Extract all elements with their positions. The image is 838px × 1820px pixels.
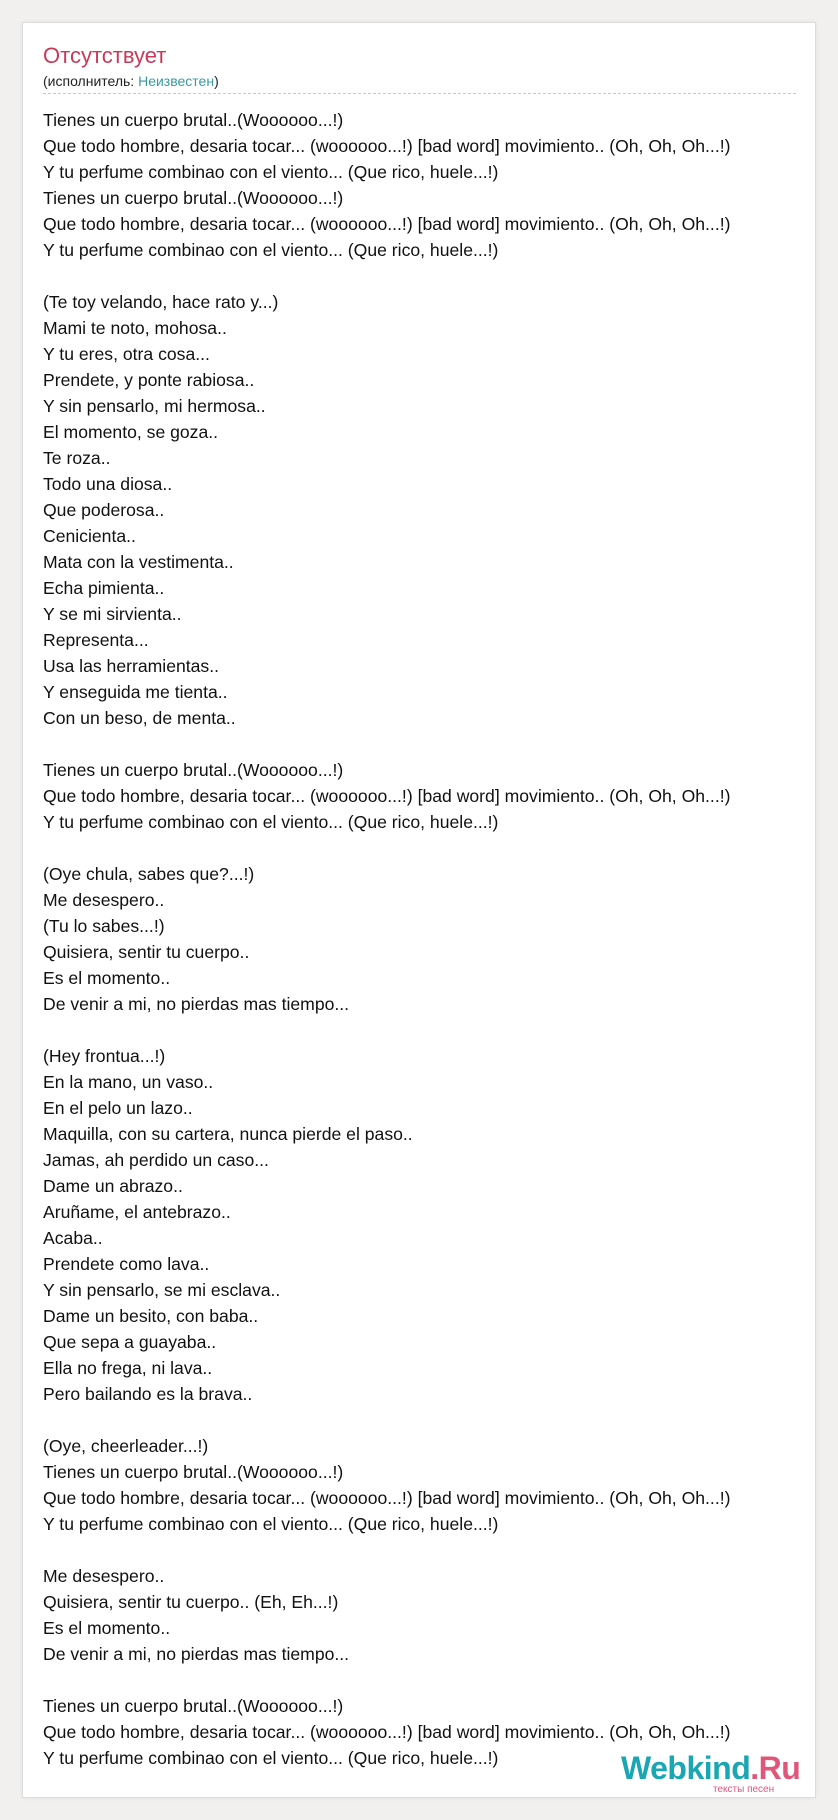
lyrics-line: Tienes un cuerpo brutal..(Woooooo...!) — [43, 110, 344, 130]
lyrics-line: Cenicienta.. — [43, 526, 136, 546]
lyrics-line: Con un beso, de menta.. — [43, 708, 236, 728]
lyrics-line: (Oye, cheerleader...!) — [43, 1436, 209, 1456]
lyrics-line: (Hey frontua...!) — [43, 1046, 166, 1066]
lyrics-line: Echa pimienta.. — [43, 578, 165, 598]
lyrics-line: Y tu perfume combinao con el viento... (Que rico, huele...!) — [43, 240, 499, 260]
lyrics-line: Y tu eres, otra cosa... — [43, 344, 210, 364]
logo-tld: .Ru — [750, 1750, 801, 1786]
artist-link[interactable]: Неизвестен — [138, 73, 215, 89]
lyrics-line: Prendete, y ponte rabiosa.. — [43, 370, 255, 390]
lyrics-line: Te roza.. — [43, 448, 111, 468]
lyrics-line: De venir a mi, no pierdas mas tiempo... — [43, 1644, 350, 1664]
lyrics-line: Jamas, ah perdido un caso... — [43, 1150, 269, 1170]
lyrics-line: Acaba.. — [43, 1228, 103, 1248]
lyrics-line: (Tu lo sabes...!) — [43, 916, 165, 936]
lyrics-line: Y tu perfume combinao con el viento... (Que rico, huele...!) — [43, 812, 499, 832]
lyrics-line: Quisiera, sentir tu cuerpo.. — [43, 942, 250, 962]
lyrics-line: Y enseguida me tienta.. — [43, 682, 228, 702]
lyrics-stanza — [43, 1563, 813, 1667]
lyrics-line: El momento, se goza.. — [43, 422, 219, 442]
lyrics-line: Tienes un cuerpo brutal..(Woooooo...!) — [43, 1696, 344, 1716]
artist-prefix: (исполнитель: — [43, 73, 139, 89]
lyrics-line: Prendete como lava.. — [43, 1254, 210, 1274]
lyrics-line: En la mano, un vaso.. — [43, 1072, 214, 1092]
lyrics-line: En el pelo un lazo.. — [43, 1098, 193, 1118]
lyrics-line: Es el momento.. — [43, 1618, 171, 1638]
lyrics-line: De venir a mi, no pierdas mas tiempo... — [43, 994, 350, 1014]
lyrics-page — [22, 22, 816, 1798]
lyrics-line: Todo una diosa.. — [43, 474, 173, 494]
lyrics-line: Y tu perfume combinao con el viento... (Que rico, huele...!) — [43, 1514, 499, 1534]
logo-wordmark — [621, 1751, 800, 1785]
lyrics-line: Me desespero.. — [43, 890, 165, 910]
lyrics-line: Usa las herramientas.. — [43, 656, 220, 676]
lyrics-line: Y sin pensarlo, mi hermosa.. — [43, 396, 266, 416]
lyrics-line: Pero bailando es la brava.. — [43, 1384, 253, 1404]
lyrics-line: Maquilla, con su cartera, nunca pierde el paso.. — [43, 1124, 413, 1144]
lyrics-line: (Te toy velando, hace rato y...) — [43, 292, 279, 312]
lyrics-line: Quisiera, sentir tu cuerpo.. (Eh, Eh...!) — [43, 1592, 339, 1612]
lyrics-line: Que todo hombre, desaria tocar... (woooooo...!) [bad word] movimiento.. (Oh, Oh, Oh...!) — [43, 136, 731, 156]
lyrics-line: Y tu perfume combinao con el viento... (Que rico, huele...!) — [43, 1748, 499, 1768]
artist-line — [43, 73, 219, 90]
lyrics-line: Y sin pensarlo, se mi esclava.. — [43, 1280, 281, 1300]
lyrics-stanza — [43, 289, 813, 731]
logo-tagline: тексты песен — [713, 1784, 775, 1795]
lyrics-line: Y se mi sirvienta.. — [43, 604, 182, 624]
lyrics-line: Ella no frega, ni lava.. — [43, 1358, 213, 1378]
lyrics-line: Que poderosa.. — [43, 500, 165, 520]
lyrics-line: Aruñame, el antebrazo.. — [43, 1202, 231, 1222]
lyrics-line: Representa... — [43, 630, 149, 650]
lyrics-line: Tienes un cuerpo brutal..(Woooooo...!) — [43, 1462, 344, 1482]
lyrics-line: Dame un besito, con baba.. — [43, 1306, 259, 1326]
lyrics-line: (Oye chula, sabes que?...!) — [43, 864, 255, 884]
lyrics-line: Tienes un cuerpo brutal..(Woooooo...!) — [43, 188, 344, 208]
lyrics-line: Que sepa a guayaba.. — [43, 1332, 217, 1352]
lyrics-line: Que todo hombre, desaria tocar... (woooooo...!) [bad word] movimiento.. (Oh, Oh, Oh...!) — [43, 1488, 731, 1508]
header-divider — [43, 93, 796, 94]
song-title: Отсутствует — [43, 43, 167, 68]
lyrics-line: Mami te noto, mohosa.. — [43, 318, 227, 338]
lyrics-line: Que todo hombre, desaria tocar... (woooooo...!) [bad word] movimiento.. (Oh, Oh, Oh...!) — [43, 214, 731, 234]
webkind-logo[interactable] — [621, 1751, 816, 1797]
lyrics-line: Dame un abrazo.. — [43, 1176, 183, 1196]
lyrics-stanza — [43, 107, 813, 263]
lyrics-stanza — [43, 757, 813, 835]
lyrics-line: Que todo hombre, desaria tocar... (woooooo...!) [bad word] movimiento.. (Oh, Oh, Oh...!) — [43, 786, 731, 806]
artist-suffix: ) — [214, 73, 219, 89]
lyrics-line: Me desespero.. — [43, 1566, 165, 1586]
lyrics-line: Y tu perfume combinao con el viento... (Que rico, huele...!) — [43, 162, 499, 182]
lyrics-stanza — [43, 1433, 813, 1537]
logo-brand: Webkind — [621, 1750, 751, 1786]
lyrics-stanza — [43, 861, 813, 1017]
lyrics-stanza — [43, 1043, 813, 1407]
lyrics-text — [43, 107, 813, 1797]
lyrics-line: Mata con la vestimenta.. — [43, 552, 234, 572]
lyrics-line: Que todo hombre, desaria tocar... (woooooo...!) [bad word] movimiento.. (Oh, Oh, Oh...!) — [43, 1722, 731, 1742]
lyrics-line: Es el momento.. — [43, 968, 171, 988]
lyrics-line: Tienes un cuerpo brutal..(Woooooo...!) — [43, 760, 344, 780]
